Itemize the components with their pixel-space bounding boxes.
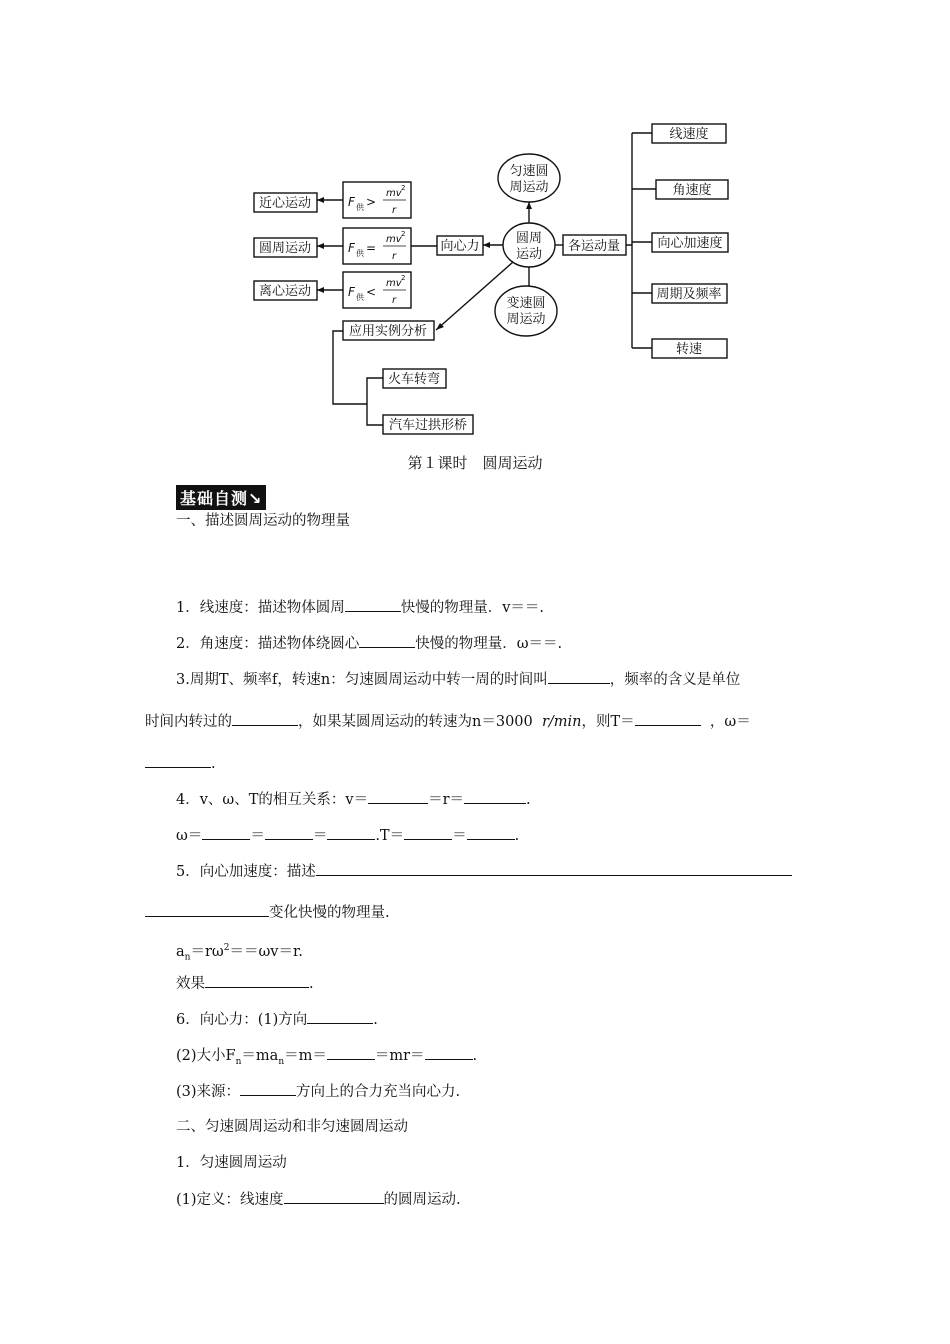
concept-diagram: [0, 0, 950, 450]
item-centripetal-acc-line1: 5．向心加速度：描述: [176, 861, 792, 882]
blank[interactable]: [404, 825, 452, 840]
blank[interactable]: [327, 1045, 375, 1060]
item-period-line3: .: [145, 753, 216, 774]
blank[interactable]: [359, 633, 415, 648]
svg-text:供: 供: [356, 249, 364, 258]
svg-text:mv: mv: [386, 234, 402, 245]
label-q4: 周期及频率: [656, 287, 722, 302]
item-linear-velocity: 1．线速度：描述物体圆周 快慢的物理量．v＝＝.: [176, 597, 544, 618]
label-center-1: 圆周: [515, 231, 543, 246]
label-nonuniform-2: 周运动: [506, 312, 546, 327]
formula-1: [348, 184, 406, 216]
item-angular-velocity: 2．角速度：描述物体绕圆心 快慢的物理量．ω＝＝.: [176, 633, 562, 654]
svg-text:mv: mv: [386, 278, 402, 289]
item-relations-line2: ω＝ ＝ ＝ .T＝ ＝ .: [176, 825, 519, 846]
label-applications: 应用实例分析: [348, 324, 428, 339]
blank[interactable]: [232, 711, 298, 726]
blank[interactable]: [425, 1045, 473, 1060]
item-uniform-title: 1．匀速圆周运动: [176, 1155, 287, 1171]
label-r3: 离心运动: [258, 284, 312, 299]
section-heading-2: 二、匀速圆周运动和非匀速圆周运动: [176, 1119, 408, 1135]
label-uniform-1: 匀速圆: [509, 164, 549, 179]
label-q2: 角速度: [672, 183, 712, 198]
formula-2: [348, 230, 406, 262]
lesson-caption: 第１课时 圆周运动: [407, 454, 543, 472]
blank[interactable]: [145, 753, 211, 768]
blank[interactable]: [345, 597, 401, 612]
item-force-direction: 6．向心力：(1)方向 .: [176, 1009, 378, 1030]
label-centripetal: 向心力: [440, 239, 480, 254]
label-quantities: 各运动量: [567, 239, 621, 254]
section-badge: 基础自测↘: [176, 485, 266, 510]
svg-text:r: r: [392, 251, 397, 262]
blank[interactable]: [145, 902, 269, 917]
item-force-source: (3)来源： 方向上的合力充当向心力.: [176, 1081, 460, 1102]
svg-text:F: F: [348, 285, 355, 299]
label-app2: 汽车过拱形桥: [388, 418, 468, 433]
blank[interactable]: [368, 789, 428, 804]
item-uniform-definition: (1)定义：线速度 的圆周运动.: [176, 1189, 461, 1210]
svg-text:供: 供: [356, 293, 364, 302]
blank[interactable]: [240, 1081, 296, 1096]
blank[interactable]: [205, 973, 309, 988]
svg-text:<: <: [366, 285, 377, 299]
blank[interactable]: [467, 825, 515, 840]
blank[interactable]: [202, 825, 250, 840]
label-q3: 向心加速度: [657, 236, 723, 251]
svg-text:F: F: [348, 241, 355, 255]
label-uniform-2: 周运动: [509, 180, 549, 195]
svg-text:>: >: [366, 195, 377, 209]
svg-text:F: F: [348, 195, 355, 209]
item-effect: 效果 .: [176, 973, 314, 994]
svg-text:=: =: [366, 241, 377, 255]
item-force-magnitude: (2)大小$F_n=ma_n=m= =mr=$ .: [176, 1045, 477, 1072]
svg-text:r: r: [392, 295, 397, 306]
svg-text:2: 2: [401, 274, 406, 282]
svg-text:r: r: [392, 205, 397, 216]
item-period-line1: 3.周期T、频率f，转速n：匀速圆周运动中转一周的时间叫 ，频率的含义是单位: [176, 669, 740, 690]
blank[interactable]: [265, 825, 313, 840]
label-app1: 火车转弯: [387, 372, 441, 387]
item-period-line2: 时间内转过的 ，如果某圆周运动的转速为n＝3000 r/min，则T＝ ，ω＝: [145, 711, 751, 732]
blank[interactable]: [327, 825, 375, 840]
svg-text:2: 2: [401, 184, 406, 192]
label-q1: 线速度: [669, 127, 709, 142]
section-heading-1: 一、描述圆周运动的物理量: [176, 513, 350, 529]
blank[interactable]: [307, 1009, 373, 1024]
svg-text:mv: mv: [386, 188, 402, 199]
item-relations-line1: 4．v、ω、T的相互关系：v＝ ＝r＝ .: [176, 789, 531, 810]
svg-text:2: 2: [401, 230, 406, 238]
item-centripetal-acc-formula: $a_n=r\omega^2==\omega v=r$.: [176, 943, 303, 963]
formula-3: [348, 274, 406, 306]
label-nonuniform-1: 变速圆: [506, 296, 546, 311]
label-r2: 圆周运动: [258, 241, 312, 256]
blank[interactable]: [548, 669, 610, 684]
svg-text:供: 供: [356, 203, 364, 212]
label-q5: 转速: [675, 342, 703, 357]
blank[interactable]: [316, 861, 792, 876]
node-nonuniform: [495, 286, 557, 336]
blank[interactable]: [635, 711, 701, 726]
item-centripetal-acc-line2: 变化快慢的物理量.: [145, 902, 390, 923]
blank[interactable]: [464, 789, 526, 804]
label-center-2: 运动: [515, 247, 543, 262]
blank[interactable]: [284, 1189, 384, 1204]
label-r1: 近心运动: [258, 196, 312, 211]
